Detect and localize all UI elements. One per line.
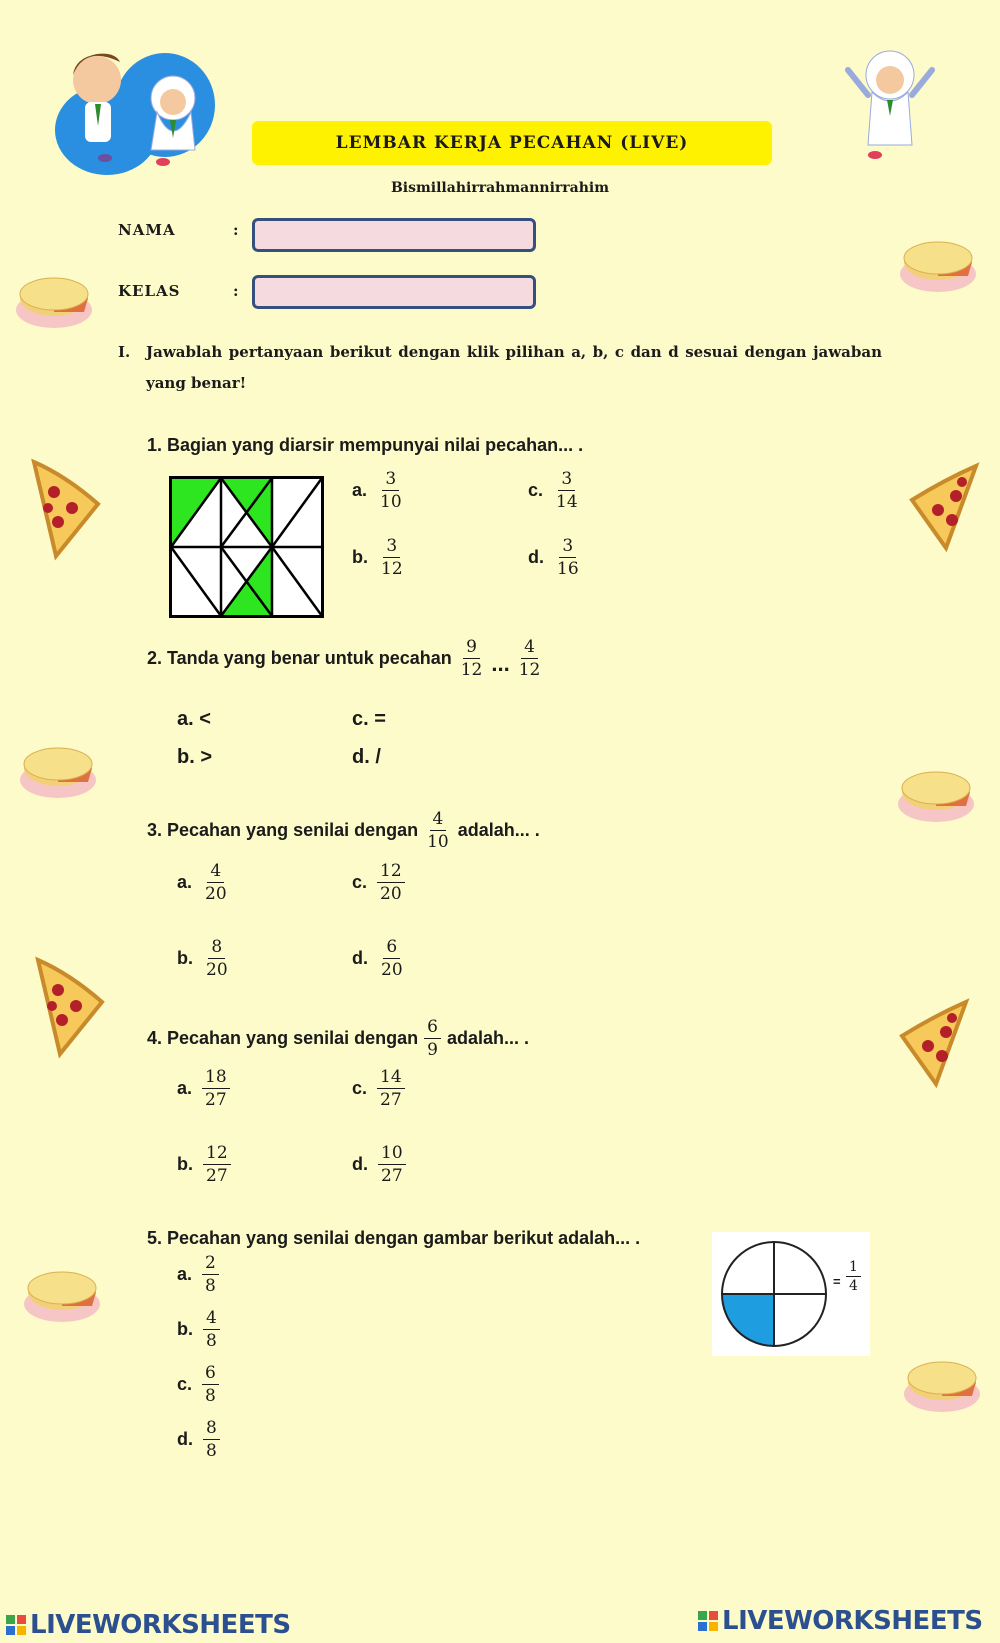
instruction-text: Jawablah pertanyaan berikut dengan klik pilihan a, b, c dan d sesuai dengan jawaban yang benar!	[146, 343, 882, 392]
shaded-grid-figure	[169, 476, 324, 618]
numerator: 3	[559, 537, 576, 558]
question-4-text: 4. Pecahan yang senilai dengan	[147, 1028, 419, 1049]
cake-icon	[898, 232, 978, 294]
denominator: 14	[556, 491, 578, 512]
question-3	[147, 810, 540, 851]
kelas-colon: :	[233, 282, 240, 300]
q3-fraction	[424, 810, 452, 851]
cake-icon	[22, 1262, 102, 1324]
cake-icon	[14, 268, 94, 330]
numerator: 4	[430, 810, 447, 831]
q2-option-b[interactable]: b. >	[177, 746, 213, 768]
liveworksheets-logo-right[interactable]	[698, 1606, 983, 1636]
numerator: 8	[203, 1419, 220, 1440]
q1-option-a-fraction	[377, 470, 405, 511]
denominator: 10	[427, 831, 449, 852]
q1-option-b[interactable]	[352, 537, 406, 578]
q4-option-d-letter: d.	[352, 1154, 368, 1175]
nama-label: NAMA	[118, 221, 176, 239]
numerator: 4	[521, 638, 538, 659]
q5-option-a-fraction	[202, 1254, 219, 1295]
denominator: 4	[849, 1278, 858, 1295]
denominator: 10	[380, 491, 402, 512]
denominator: 16	[557, 558, 579, 579]
liveworksheets-blocks-icon	[6, 1615, 26, 1635]
q3-option-b-letter: b.	[177, 948, 193, 969]
pizza-slice-icon	[904, 460, 984, 555]
numerator: 9	[463, 638, 480, 659]
denominator: 27	[205, 1089, 227, 1110]
cake-icon	[902, 1352, 982, 1414]
q1-option-c[interactable]	[528, 470, 581, 511]
q4-option-b[interactable]	[177, 1144, 231, 1185]
denominator: 27	[206, 1165, 228, 1186]
pizza-slice-icon	[30, 954, 110, 1059]
q4-option-b-letter: b.	[177, 1154, 193, 1175]
question-2	[147, 638, 543, 679]
denominator: 8	[206, 1440, 217, 1461]
numerator: 4	[207, 862, 224, 883]
quarter-circle-figure	[712, 1232, 870, 1356]
brand-text: LIVEWORKSHEETS	[30, 1610, 291, 1640]
numerator: 10	[378, 1144, 406, 1165]
q3-option-d-fraction	[378, 938, 406, 979]
denominator: 27	[381, 1165, 403, 1186]
q4-option-a-letter: a.	[177, 1078, 193, 1099]
question-5-text: 5. Pecahan yang senilai dengan gambar berikut adalah... .	[147, 1228, 641, 1248]
q4-option-c[interactable]	[352, 1068, 405, 1109]
numerator: 3	[382, 470, 399, 491]
pizza-slice-icon	[26, 456, 106, 561]
denominator: 8	[205, 1275, 216, 1296]
q4-option-d[interactable]	[352, 1144, 406, 1185]
brand-text: LIVEWORKSHEETS	[722, 1606, 983, 1636]
children-cartoon-icon	[45, 40, 225, 175]
q1-option-b-letter: b.	[352, 547, 368, 568]
numerator: 14	[377, 1068, 405, 1089]
figure-fraction	[846, 1260, 861, 1295]
girl-cartoon-icon	[840, 40, 940, 170]
denominator: 12	[518, 659, 541, 680]
numerator: 2	[202, 1254, 219, 1275]
q5-option-d-fraction	[203, 1419, 220, 1460]
q3-option-b[interactable]	[177, 938, 231, 979]
numerator: 6	[424, 1018, 441, 1039]
q3-option-c-fraction	[377, 862, 405, 903]
denominator: 12	[381, 558, 403, 579]
q3-option-a[interactable]	[177, 862, 230, 903]
question-2-text: 2. Tanda yang benar untuk pecahan	[147, 648, 452, 669]
question-4-suffix: adalah... .	[446, 1028, 529, 1049]
liveworksheets-logo-left[interactable]	[6, 1610, 291, 1640]
q1-option-d[interactable]	[528, 537, 582, 578]
q2-fraction-1	[458, 638, 486, 679]
q3-option-d[interactable]	[352, 938, 406, 979]
q5-option-a-letter: a.	[177, 1264, 193, 1285]
q4-option-c-fraction	[377, 1068, 405, 1109]
nama-colon: :	[233, 221, 240, 239]
q1-option-d-letter: d.	[528, 547, 544, 568]
q4-option-d-fraction	[378, 1144, 406, 1185]
figure-equals: =	[833, 1274, 841, 1289]
numerator: 6	[202, 1364, 219, 1385]
q4-option-c-letter: c.	[352, 1078, 368, 1099]
question-3-suffix: adalah... .	[457, 820, 540, 841]
denominator: 20	[380, 883, 402, 904]
q5-option-b[interactable]	[177, 1309, 220, 1350]
q5-option-c-fraction	[202, 1364, 219, 1405]
q3-option-b-fraction	[203, 938, 231, 979]
q5-option-a[interactable]	[177, 1254, 219, 1295]
denominator: 27	[380, 1089, 402, 1110]
q2-fraction-2	[516, 638, 544, 679]
q1-option-a[interactable]	[352, 470, 405, 511]
numerator: 1	[846, 1260, 861, 1277]
denominator: 8	[205, 1385, 216, 1406]
denominator: 8	[206, 1330, 217, 1351]
q5-option-c[interactable]	[177, 1364, 219, 1405]
numerator: 12	[203, 1144, 231, 1165]
page-title: LEMBAR KERJA PECAHAN (LIVE)	[252, 121, 772, 165]
q4-option-a[interactable]	[177, 1068, 230, 1109]
q1-option-a-letter: a.	[352, 480, 368, 501]
denominator: 20	[381, 959, 403, 980]
kelas-input[interactable]	[252, 275, 536, 309]
q4-option-a-fraction	[202, 1068, 230, 1109]
q1-option-d-fraction	[554, 537, 582, 578]
pizza-slice-icon	[894, 996, 974, 1091]
q4-fraction	[424, 1018, 441, 1059]
q1-option-c-letter: c.	[528, 480, 544, 501]
numerator: 18	[202, 1068, 230, 1089]
q3-option-c-letter: c.	[352, 872, 368, 893]
numerator: 3	[558, 470, 575, 491]
q1-option-c-fraction	[553, 470, 581, 511]
question-4	[147, 1018, 529, 1059]
numerator: 3	[383, 537, 400, 558]
q4-option-b-fraction	[203, 1144, 231, 1185]
instruction-number: I.	[118, 343, 131, 361]
q2-option-a[interactable]: a. <	[177, 708, 211, 730]
q3-option-a-letter: a.	[177, 872, 193, 893]
q2-option-d[interactable]: d. /	[352, 746, 381, 768]
q1-option-b-fraction	[378, 537, 406, 578]
q3-option-c[interactable]	[352, 862, 405, 903]
q3-option-d-letter: d.	[352, 948, 368, 969]
cake-icon	[896, 762, 976, 824]
numerator: 6	[383, 938, 400, 959]
numerator: 12	[377, 862, 405, 883]
numerator: 4	[203, 1309, 220, 1330]
cake-icon	[18, 738, 98, 800]
numerator: 8	[208, 938, 225, 959]
pie-quarter-icon	[718, 1238, 830, 1350]
nama-input[interactable]	[252, 218, 536, 252]
q5-option-b-fraction	[203, 1309, 220, 1350]
q3-option-a-fraction	[202, 862, 230, 903]
q5-option-d-letter: d.	[177, 1429, 193, 1450]
q2-option-c[interactable]: c. =	[352, 708, 386, 730]
kelas-label: KELAS	[118, 282, 181, 300]
liveworksheets-blocks-icon	[698, 1611, 718, 1631]
denominator: 20	[206, 959, 228, 980]
denominator: 12	[460, 659, 483, 680]
q2-dots: ...	[491, 650, 510, 676]
denominator: 20	[205, 883, 227, 904]
q5-option-b-letter: b.	[177, 1319, 193, 1340]
question-3-text: 3. Pecahan yang senilai dengan	[147, 820, 419, 841]
q5-option-c-letter: c.	[177, 1374, 193, 1395]
denominator: 9	[427, 1039, 438, 1060]
page-subtitle: Bismillahirrahmannirrahim	[390, 180, 610, 196]
instruction	[118, 337, 882, 399]
question-1-text: 1. Bagian yang diarsir mempunyai nilai pecahan... .	[147, 435, 584, 455]
q5-option-d[interactable]	[177, 1419, 220, 1460]
